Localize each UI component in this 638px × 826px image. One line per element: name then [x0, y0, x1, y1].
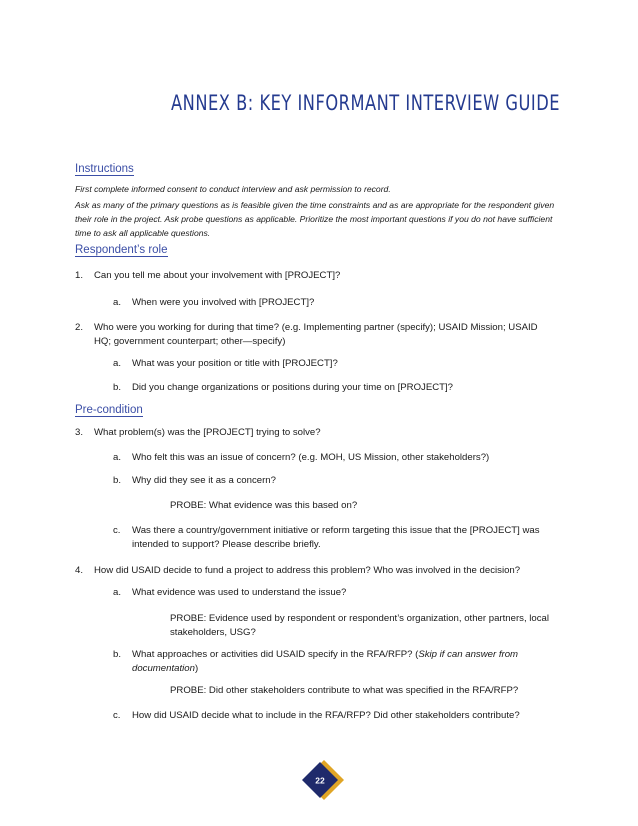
instructions-paragraph-2: Ask as many of the primary questions as is feasible given the time constraints and as are appropriate for the respondent given their role in the project. Ask probe questions as applicable. Prioritize the most important questions if you do not have sufficient time to ask all applicable questions.	[75, 200, 555, 238]
instructions-paragraph-1: First complete informed consent to conduct interview and ask permission to record.	[75, 184, 391, 194]
page-number: 22	[315, 775, 325, 786]
document-page: ANNEX B: KEY INFORMANT INTERVIEW GUIDE Instructions First complete informed consent to conduct interview and ask permission to record. Ask as many of the primary questions as is feasible given the time constraints and as are appropriate for the respondent given their role in the project. Ask probe questions as applicable. Prioritize the most important questions if you do not have sufficient time to ask all applicable questions. Respondent’s role 1. Can you tell me about your involvement with [PROJECT]? a. When were you involved with [PROJECT]? 2. Who were you working for during that time? (e.g. Implementing partner (specify); USAID Mission; USAID HQ; government counterpart; other—specify) a. What was your position or title with [PROJECT]? b. Did you change organizations or positions during your time on [PROJECT]? Pre-condition 3. What problem(s) was the [PROJECT] trying to solve? a. Who felt this was an issue of concern? (e.g. MOH, US Mission, other stakeholders?) b. Why did they see it as a concern? PROBE: What evidence was this based on? c. Was there a country/government initiative or reform targeting this issue that the [PROJECT] was intended to support? Please describe briefly. 4. How did USAID decide to fund a project to address this problem? Who was involved in the decision? a. What evidence was used to understand the issue? PROBE: Evidence used by respondent or respondent’s organization, other partners, local stakeholders, USG? b. What approaches or activities did USAID specify in the RFA/RFP? (Skip if can answer from documentation) PROBE: Did other stakeholders contribute to what was specified in the RFA/RFP? c. How did USAID decide what to include in the RFA/RFP? Did other stakeholders contribute? 22	[0, 0, 638, 826]
probe-4b: PROBE: Did other stakeholders contribute to what was specified in the RFA/RFP?	[170, 685, 519, 696]
section-heading-instructions: Instructions	[75, 163, 134, 175]
page-number-badge	[300, 758, 344, 802]
section-heading-respondent-role: Respondent’s role	[75, 244, 168, 256]
section-heading-pre-condition: Pre-condition	[75, 404, 143, 416]
probe-3b: PROBE: What evidence was this based on?	[170, 500, 358, 511]
probe-4a: PROBE: Evidence used by respondent or respondent’s organization, other partners, local stakeholders, USG?	[170, 613, 549, 638]
page-title: ANNEX B: KEY INFORMANT INTERVIEW GUIDE	[171, 91, 560, 115]
